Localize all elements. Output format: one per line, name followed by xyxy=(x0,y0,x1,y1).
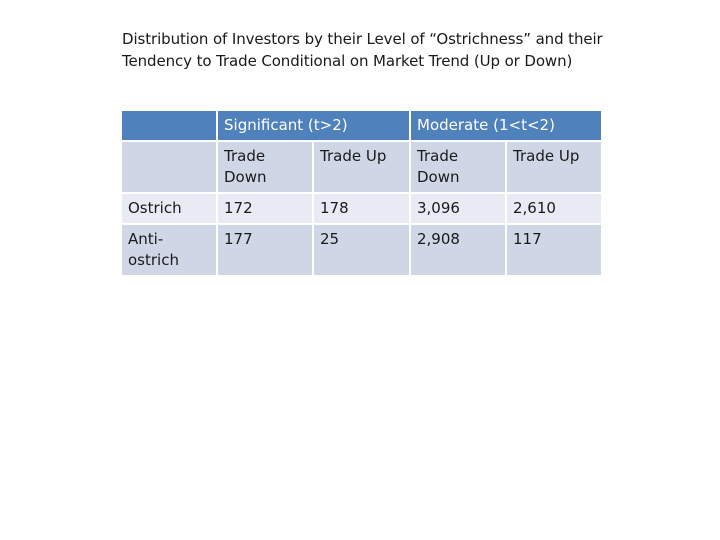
header-significant: Significant (t>2) xyxy=(218,111,409,140)
title-line-1: Distribution of Investors by their Level of “Ostrichness” and their xyxy=(122,30,603,48)
subheader-significant-trade-up: Trade Up xyxy=(314,142,409,192)
table-cell: 177 xyxy=(218,225,312,275)
subheader-moderate-trade-down: Trade Down xyxy=(411,142,505,192)
row-label-ostrich: Ostrich xyxy=(122,194,216,223)
investor-distribution-table xyxy=(120,109,603,277)
subheader-significant-trade-down: Trade Down xyxy=(218,142,312,192)
table-cell: 172 xyxy=(218,194,312,223)
table-cell: 2,610 xyxy=(507,194,601,223)
header-moderate: Moderate (1<t<2) xyxy=(411,111,601,140)
title-line-2: Tendency to Trade Conditional on Market Trend (Up or Down) xyxy=(122,52,573,70)
table-cell: 117 xyxy=(507,225,601,275)
table-cell: 3,096 xyxy=(411,194,505,223)
subheader-moderate-trade-up: Trade Up xyxy=(507,142,601,192)
table-row xyxy=(122,194,601,223)
slide-title xyxy=(122,28,642,72)
table-row xyxy=(122,225,601,275)
subheader-corner-cell xyxy=(122,142,216,192)
table-cell: 25 xyxy=(314,225,409,275)
header-corner-cell xyxy=(122,111,216,140)
table-cell: 2,908 xyxy=(411,225,505,275)
table-subheader-row xyxy=(122,142,601,192)
table-header-row xyxy=(122,111,601,140)
table-cell: 178 xyxy=(314,194,409,223)
row-label-anti-ostrich: Anti-ostrich xyxy=(122,225,216,275)
